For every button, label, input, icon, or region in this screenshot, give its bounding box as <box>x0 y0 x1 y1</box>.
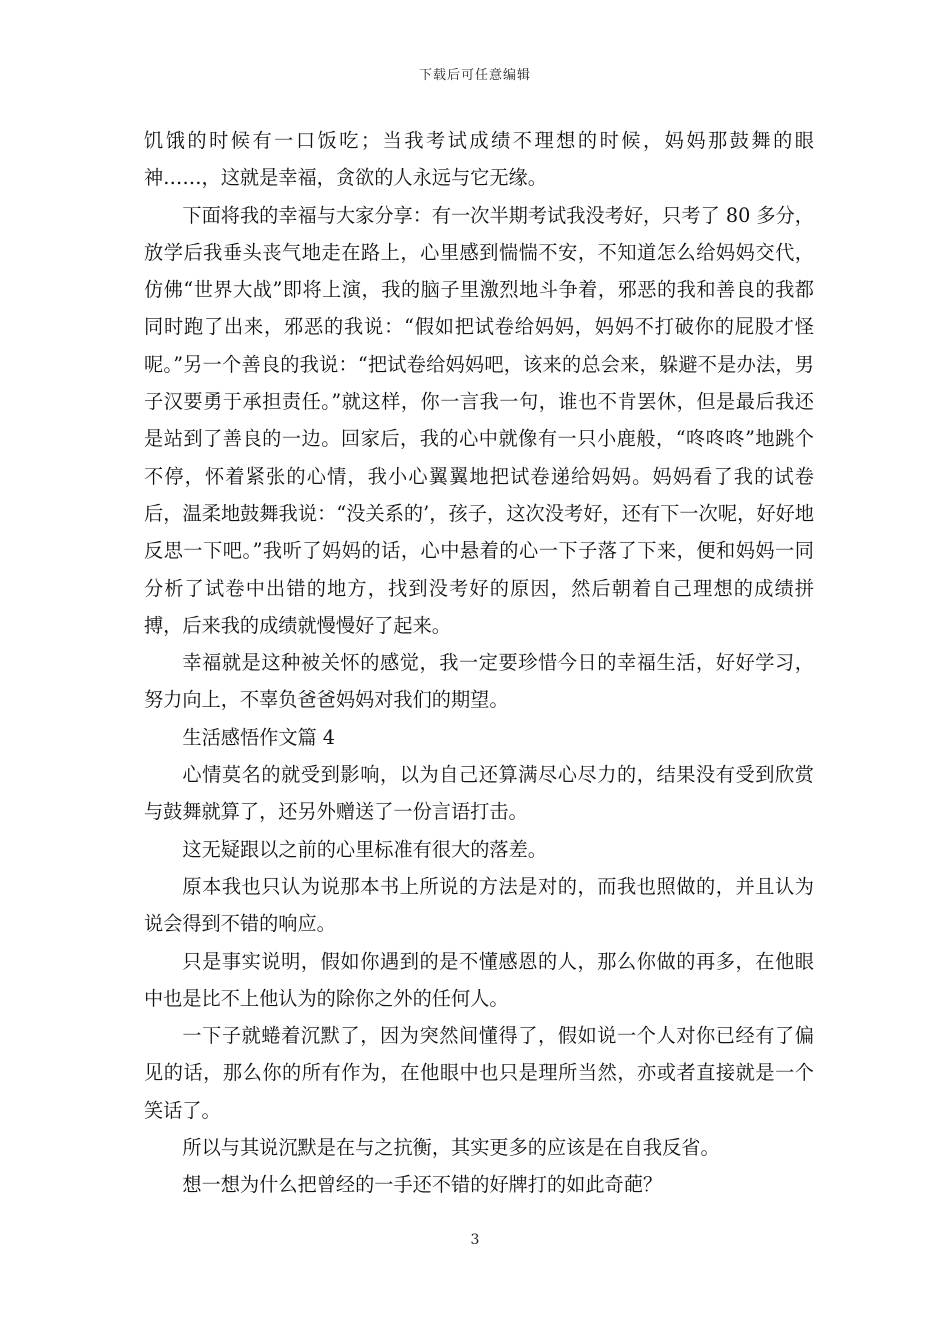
page-header: 下载后可任意编辑 <box>418 68 531 83</box>
paragraph: 想一想为什么把曾经的一手还不错的好牌打的如此奇葩？ <box>182 1173 663 1197</box>
page-number: 3 <box>470 1232 480 1248</box>
paragraph: 这无疑跟以之前的心里标准有很大的落差。 <box>182 837 547 861</box>
document-body <box>144 122 814 1204</box>
paragraph: 心情莫名的就受到影响，以为自己还算满尽心尽力的，结果没有受到欣赏与鼓舞就算了，还另外赠送了一份言语打击。 <box>144 763 814 824</box>
paragraph: 原本我也只认为说那本书上所说的方法是对的，而我也照做的，并且认为说会得到不错的响应。 <box>144 874 814 936</box>
section-heading: 生活感悟作文篇 4 <box>182 725 336 749</box>
paragraph-conclusion: 幸福就是这种被关怀的感觉，我一定要珍惜今日的幸福生活，好好学习，努力向上，不辜负爸爸妈妈对我们的期望。 <box>144 651 814 712</box>
paragraph-continuation: 饥饿的时候有一口饭吃；当我考试成绩不理想的时候，妈妈那鼓舞的眼神……，这就是幸福，贪欲的人永远与它无缘。 <box>144 129 814 190</box>
paragraph-story: 下面将我的幸福与大家分享：有一次半期考试我没考好，只考了 80 多分，放学后我垂头丧气地走在路上，心里感到惴惴不安，不知道怎么给妈妈交代，仿佛“世界大战”即将上演，我的脑子里激烈地斗争着，邪恶的我和善良的我都同时跑了出来，邪恶的我说：“假如把试卷给妈妈，妈妈不打破你的屁股才怪呢。”另一个善良的我说：“把试卷给妈妈吧，该来的总会来，躲避不是办法，男子汉要勇于承担责任。”就这样，你一言我一句，谁也不肯罢休，但是最后我还是站到了善良的一边。回家后，我的心中就像有一只小鹿般，“咚咚咚”地跳个不停，怀着紧张的心情，我小心翼翼地把试卷递给妈妈。妈妈看了我的试卷后，温柔地鼓舞我说：“没关系的’，孩子，这次没考好，还有下一次呢，好好地反思一下吧。”我听了妈妈的话，心中悬着的心一下子落了下来，便和妈妈一同分析了试卷中出错的地方，找到没考好的原因，然后朝着自己理想的成绩拼搏，后来我的成绩就慢慢好了起来。 <box>144 203 814 637</box>
paragraph: 一下子就蜷着沉默了，因为突然间懂得了，假如说一个人对你已经有了偏见的话，那么你的所有作为，在他眼中也只是理所当然，亦或者直接就是一个笑话了。 <box>144 1024 814 1122</box>
paragraph: 所以与其说沉默是在与之抗衡，其实更多的应该是在自我反省。 <box>182 1136 720 1160</box>
paragraph: 只是事实说明，假如你遇到的是不懂感恩的人，那么你做的再多，在他眼中也是比不上他认为的除你之外的任何人。 <box>144 949 814 1010</box>
